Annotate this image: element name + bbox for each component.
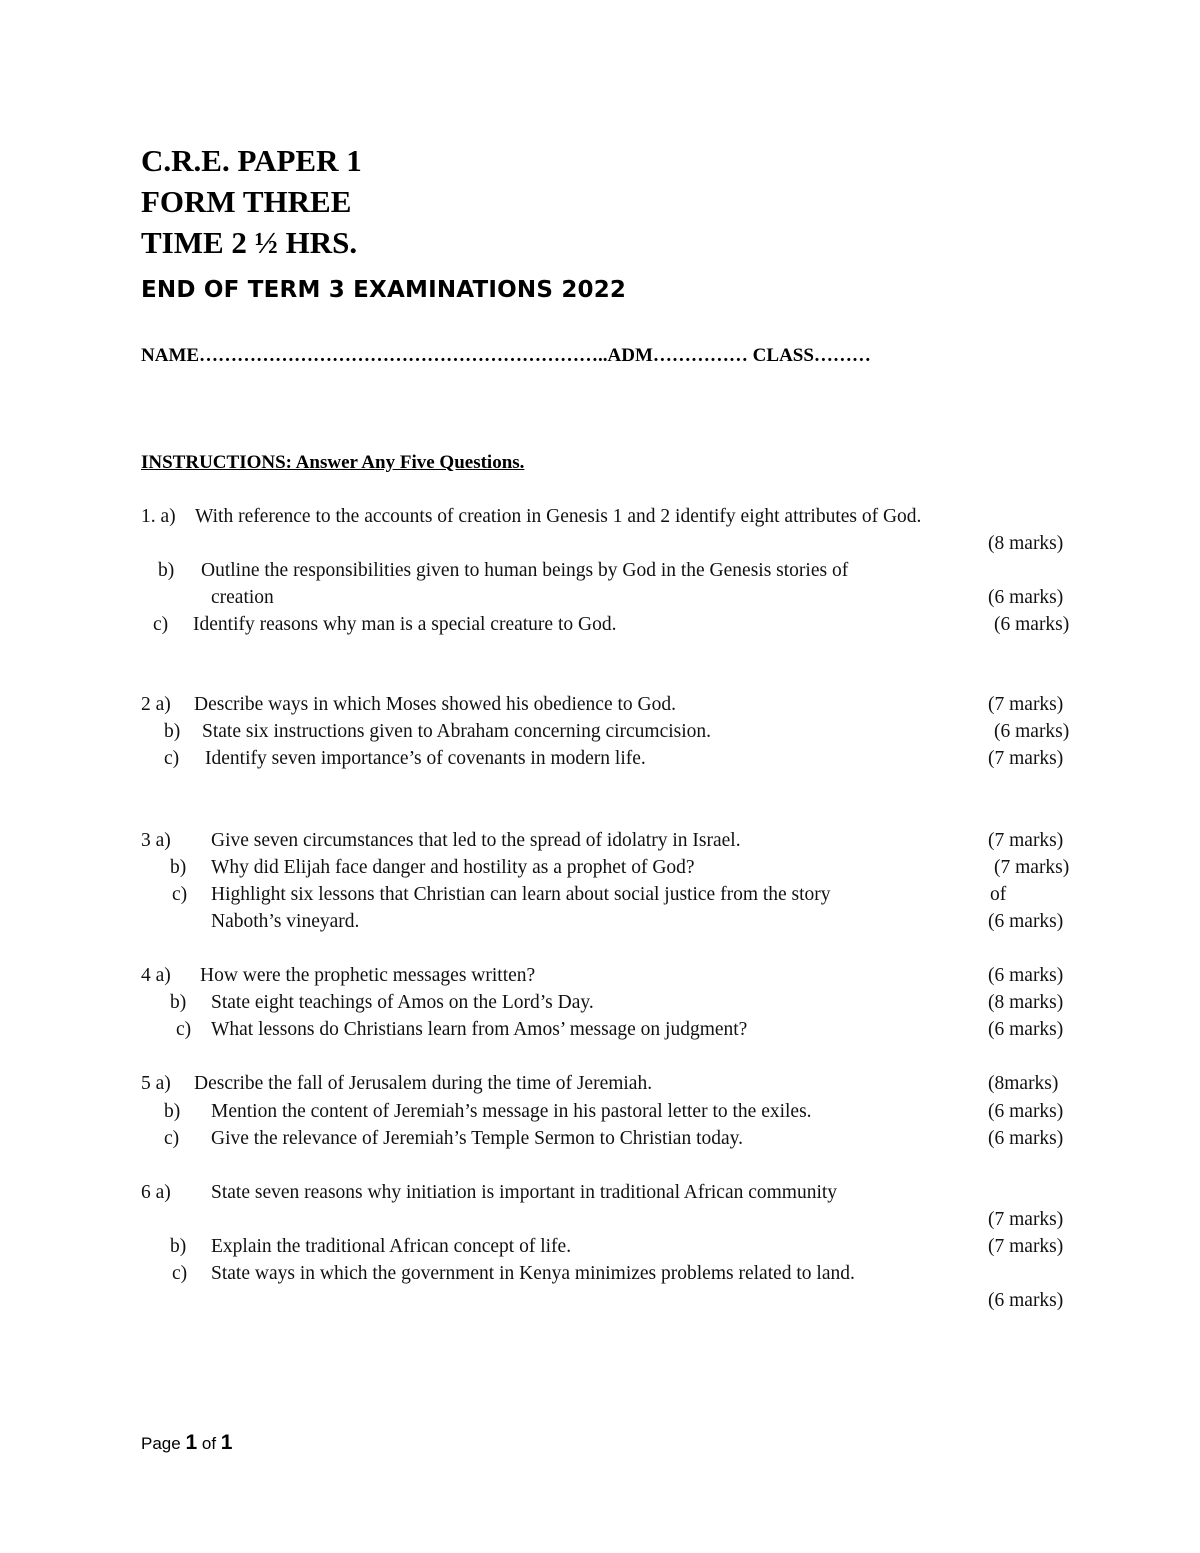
question-part-text: Identify reasons why man is a special creature to God. bbox=[193, 614, 617, 635]
question-part-label: 4 a) bbox=[141, 965, 171, 986]
marks: (7 marks) bbox=[988, 1236, 1064, 1257]
question-part-text: Explain the traditional African concept of life. bbox=[211, 1236, 572, 1257]
question-part-text: Describe the fall of Jerusalem during the time of Jeremiah. bbox=[194, 1073, 653, 1094]
question-part-text: State eight teachings of Amos on the Lord’s Day. bbox=[211, 992, 594, 1013]
marks: (7 marks) bbox=[988, 830, 1064, 851]
marks: (6 marks) bbox=[988, 1019, 1064, 1040]
marks: (7 marks) bbox=[988, 694, 1064, 715]
marks: (6 marks) bbox=[988, 1290, 1064, 1311]
page-number bbox=[141, 1430, 232, 1457]
question-part-text: Describe ways in which Moses showed his obedience to God. bbox=[194, 694, 676, 715]
candidate-fields: NAME………………………………………………………..ADM…………… CLASS……… bbox=[141, 345, 871, 366]
question-part-text: What lessons do Christians learn from Amos’ message on judgment? bbox=[211, 1019, 748, 1040]
question-part-text: State seven reasons why initiation is important in traditional African community bbox=[211, 1182, 838, 1203]
question-part-text-end: of bbox=[990, 884, 1007, 905]
question-part-label: b) bbox=[170, 992, 187, 1013]
page-word: Page bbox=[141, 1434, 181, 1453]
question-part-text: How were the prophetic messages written? bbox=[200, 965, 536, 986]
question-part-label: b) bbox=[158, 560, 175, 581]
question-part-label: c) bbox=[153, 614, 169, 635]
question-part-label: b) bbox=[164, 1101, 181, 1122]
marks: (8 marks) bbox=[988, 533, 1064, 554]
question-part-text: Identify seven importance’s of covenants in modern life. bbox=[205, 748, 646, 769]
question-part-label: b) bbox=[170, 857, 187, 878]
question-part-text: Outline the responsibilities given to human beings by God in the Genesis stories of bbox=[201, 560, 849, 581]
time-allowed: TIME 2 ½ HRS. bbox=[141, 225, 358, 260]
question-part-text-continued: creation bbox=[211, 587, 274, 608]
marks: (8marks) bbox=[988, 1073, 1059, 1094]
marks: (6 marks) bbox=[994, 721, 1070, 742]
question-part-label: c) bbox=[172, 884, 188, 905]
marks: (6 marks) bbox=[988, 1101, 1064, 1122]
marks: (8 marks) bbox=[988, 992, 1064, 1013]
marks: (7 marks) bbox=[988, 1209, 1064, 1230]
question-part-text: With reference to the accounts of creation in Genesis 1 and 2 identify eight attributes of God. bbox=[195, 506, 922, 527]
paper-title: C.R.E. PAPER 1 bbox=[141, 143, 362, 178]
question-part-label: 3 a) bbox=[141, 830, 171, 851]
question-part-label: 5 a) bbox=[141, 1073, 171, 1094]
form-level: FORM THREE bbox=[141, 184, 352, 219]
question-part-text: Highlight six lessons that Christian can learn about social justice from the story bbox=[211, 884, 831, 905]
marks: (7 marks) bbox=[988, 748, 1064, 769]
question-part-label: b) bbox=[170, 1236, 187, 1257]
question-part-text-continued: Naboth’s vineyard. bbox=[211, 911, 360, 932]
question-part-label: c) bbox=[164, 1128, 180, 1149]
current-page: 1 bbox=[185, 1431, 198, 1454]
marks: (6 marks) bbox=[988, 911, 1064, 932]
question-part-label: 2 a) bbox=[141, 694, 171, 715]
question-part-label: 6 a) bbox=[141, 1182, 171, 1203]
of-word: of bbox=[201, 1434, 217, 1453]
marks: (7 marks) bbox=[994, 857, 1070, 878]
question-part-text: Mention the content of Jeremiah’s message in his pastoral letter to the exiles. bbox=[211, 1101, 812, 1122]
question-part-label: c) bbox=[164, 748, 180, 769]
marks: (6 marks) bbox=[994, 614, 1070, 635]
marks: (6 marks) bbox=[988, 1128, 1064, 1149]
question-part-label: c) bbox=[176, 1019, 192, 1040]
marks: (6 marks) bbox=[988, 965, 1064, 986]
instructions: INSTRUCTIONS: Answer Any Five Questions. bbox=[141, 452, 525, 473]
question-part-text: State ways in which the government in Kenya minimizes problems related to land. bbox=[211, 1263, 855, 1284]
question-part-label: 1. a) bbox=[141, 506, 176, 527]
question-part-text: Give seven circumstances that led to the spread of idolatry in Israel. bbox=[211, 830, 741, 851]
question-part-text: Why did Elijah face danger and hostility as a prophet of God? bbox=[211, 857, 695, 878]
marks: (6 marks) bbox=[988, 587, 1064, 608]
total-pages: 1 bbox=[220, 1431, 233, 1454]
question-part-label: b) bbox=[164, 721, 181, 742]
exam-title: END OF TERM 3 EXAMINATIONS 2022 bbox=[141, 277, 627, 303]
question-part-text: State six instructions given to Abraham concerning circumcision. bbox=[202, 721, 712, 742]
question-part-label: c) bbox=[172, 1263, 188, 1284]
question-part-text: Give the relevance of Jeremiah’s Temple Sermon to Christian today. bbox=[211, 1128, 744, 1149]
